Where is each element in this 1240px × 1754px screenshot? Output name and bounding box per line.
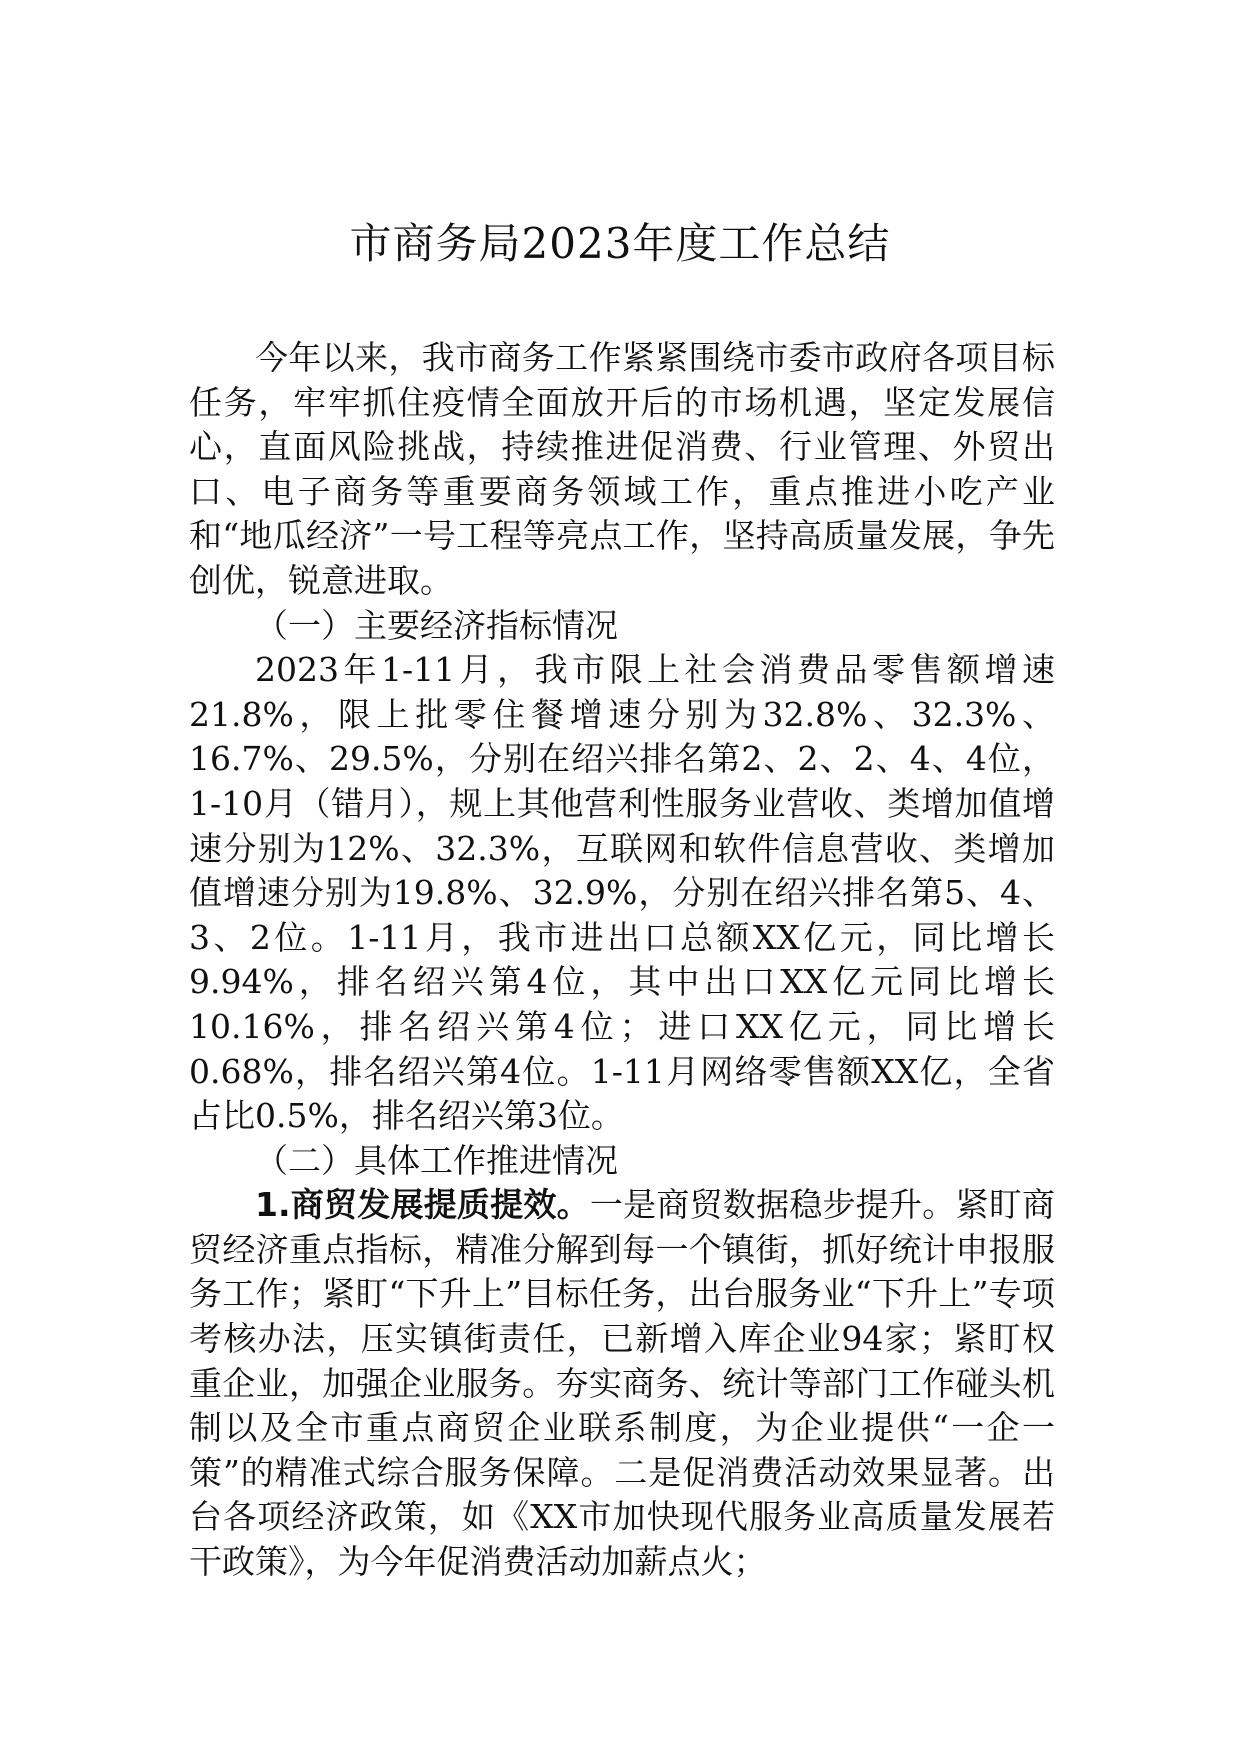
item-1-text: 一是商贸数据稳步提升。紧盯商贸经济重点指标，精准分解到每一个镇街，抓好统计申报服务工作；紧盯“下升上”目标任务，出台服务业“下升上”专项考核办法，压实镇街责任，已新增入库企业94家；紧盯权重企业，加强企业服务。夯实商务、统计等部门工作碰头机制以及全市重点商贸企业联系制度，为企业提供“一企一策”的精准式综合服务保障。二是促消费活动效果显著。出台各项经济政策，如《XX市加快现代服务业高质量发展若干政策》，为今年促消费活动加薪点火； [189, 1185, 1055, 1582]
section-heading-indicators: （一）主要经济指标情况 [255, 605, 618, 645]
indicators-paragraph: 2023年1-11月，我市限上社会消费品零售额增速21.8%，限上批零住餐增速分别为32.8%、32.3%、16.7%、29.5%，分别在绍兴排名第2、2、2、4、4位，1-10月（错月），规上其他营利性服务业营收、类增加值增速分别为12%、32.3%，互联网和软件信息营收、类增加值增速分别为19.8%、32.9%，分别在绍兴排名第5、4、3、2位。1-11月，我市进出口总额XX亿元，同比增长9.94%，排名绍兴第4位，其中出口XX亿元同比增长10.16%，排名绍兴第4位；进口XX亿元，同比增长0.68%，排名绍兴第4位。1-11月网络零售额XX亿，全省占比0.5%，排名绍兴第3位。 [189, 650, 1055, 1136]
document-title: 市商务局2023年度工作总结 [349, 219, 891, 268]
document-body [189, 336, 1055, 1585]
item-1-paragraph [189, 1183, 1055, 1584]
intro-paragraph: 今年以来，我市商务工作紧紧围绕市委市政府各项目标任务，牢牢抓住疫情全面放开后的市场机遇，坚定发展信心，直面风险挑战，持续推进促消费、行业管理、外贸出口、电子商务等重要商务领域工作，重点推进小吃产业和“地瓜经济”一号工程等亮点工作，坚持高质量发展，争先创优，锐意进取。 [189, 338, 1055, 600]
section-heading-progress: （二）具体工作推进情况 [255, 1140, 618, 1180]
item-1-lead: 1.商贸发展提质提效。 [255, 1185, 590, 1225]
